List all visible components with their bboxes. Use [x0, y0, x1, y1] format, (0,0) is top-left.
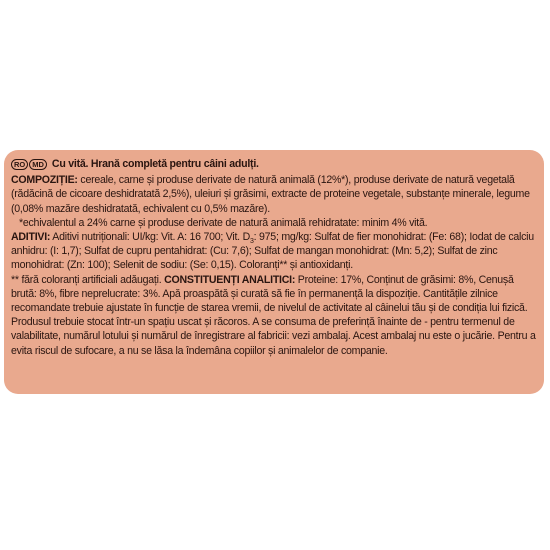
country-badge-md: MD	[29, 159, 47, 170]
product-title: Cu vită. Hrană completă pentru câini adulți.	[51, 158, 259, 170]
product-label-panel	[4, 150, 544, 394]
analytical-text: Proteine: 17%, Conținut de grăsimi: 8%, Cenușă brută: 8%, fibre neprelucrate: 3%. Apă proaspătă și curată să fie în permanență la dispoziție. Cantitățile zilnice recomandate trebuie ajustate în funcție de starea vremii, de nivelul de activitate al câinelui tău și de condiția lui fizică. Produsul trebuie stocat într-un spațiu uscat și răcoros. A se consuma de preferință înainte de - pentru termenul de valabilitate, numărul lotului și numărul de înregistrare al fabricii: vezi ambalaj. Acest ambalaj nu este o jucărie. Pentru a evita riscul de sufocare, a nu se lăsa la îndemâna copiilor și animalelor de companie.	[11, 273, 536, 357]
composition-paragraph	[11, 173, 536, 216]
additives-text-b: : 975; mg/kg: Sulfat de fier monohidrat: (Fe: 68); Iodat de calciu anhidru: (I: 1,7); Sulfat de cupru pentahidrat: (Cu: 7,6); Sulfat de mangan monohidrat: (Mn: 5,2); Sulfat de zinc monohidrat: (Zn: 100); Selenit de sodiu: (Se: 0,15). Coloranți** și antioxidanți.	[11, 231, 534, 272]
additives-label: ADITIVI:	[11, 231, 51, 244]
composition-label: COMPOZIȚIE:	[11, 174, 78, 187]
no-artificial-colorants-note: ** fără coloranți artificiali adăugați.	[11, 273, 165, 286]
title-row	[11, 157, 536, 171]
equivalent-note: *echivalentul a 24% carne și produse derivate de natură animală rehidratate: minim 4% vită.	[19, 216, 428, 229]
additives-text-a: Aditivi nutriționali: UI/kg: Vit. A: 16 700; Vit. D	[50, 231, 250, 244]
composition-text: cereale, carne și produse derivate de natură animală (12%*), produse derivate de natură vegetală (rădăcină de cicoare deshidratată 2,5%), uleiuri și grăsimi, extracte de proteine vegetale, substanțe minerale, legume (0,08% mazăre deshidratată, echivalent cu 0,5% mazăre).	[11, 174, 530, 215]
analytical-paragraph	[11, 273, 536, 358]
vitamin-d-subscript: 3	[249, 238, 254, 246]
analytical-label: CONSTITUENȚI ANALITICI:	[164, 273, 296, 286]
additives-paragraph	[11, 230, 536, 273]
country-badge-ro: RO	[11, 159, 28, 170]
